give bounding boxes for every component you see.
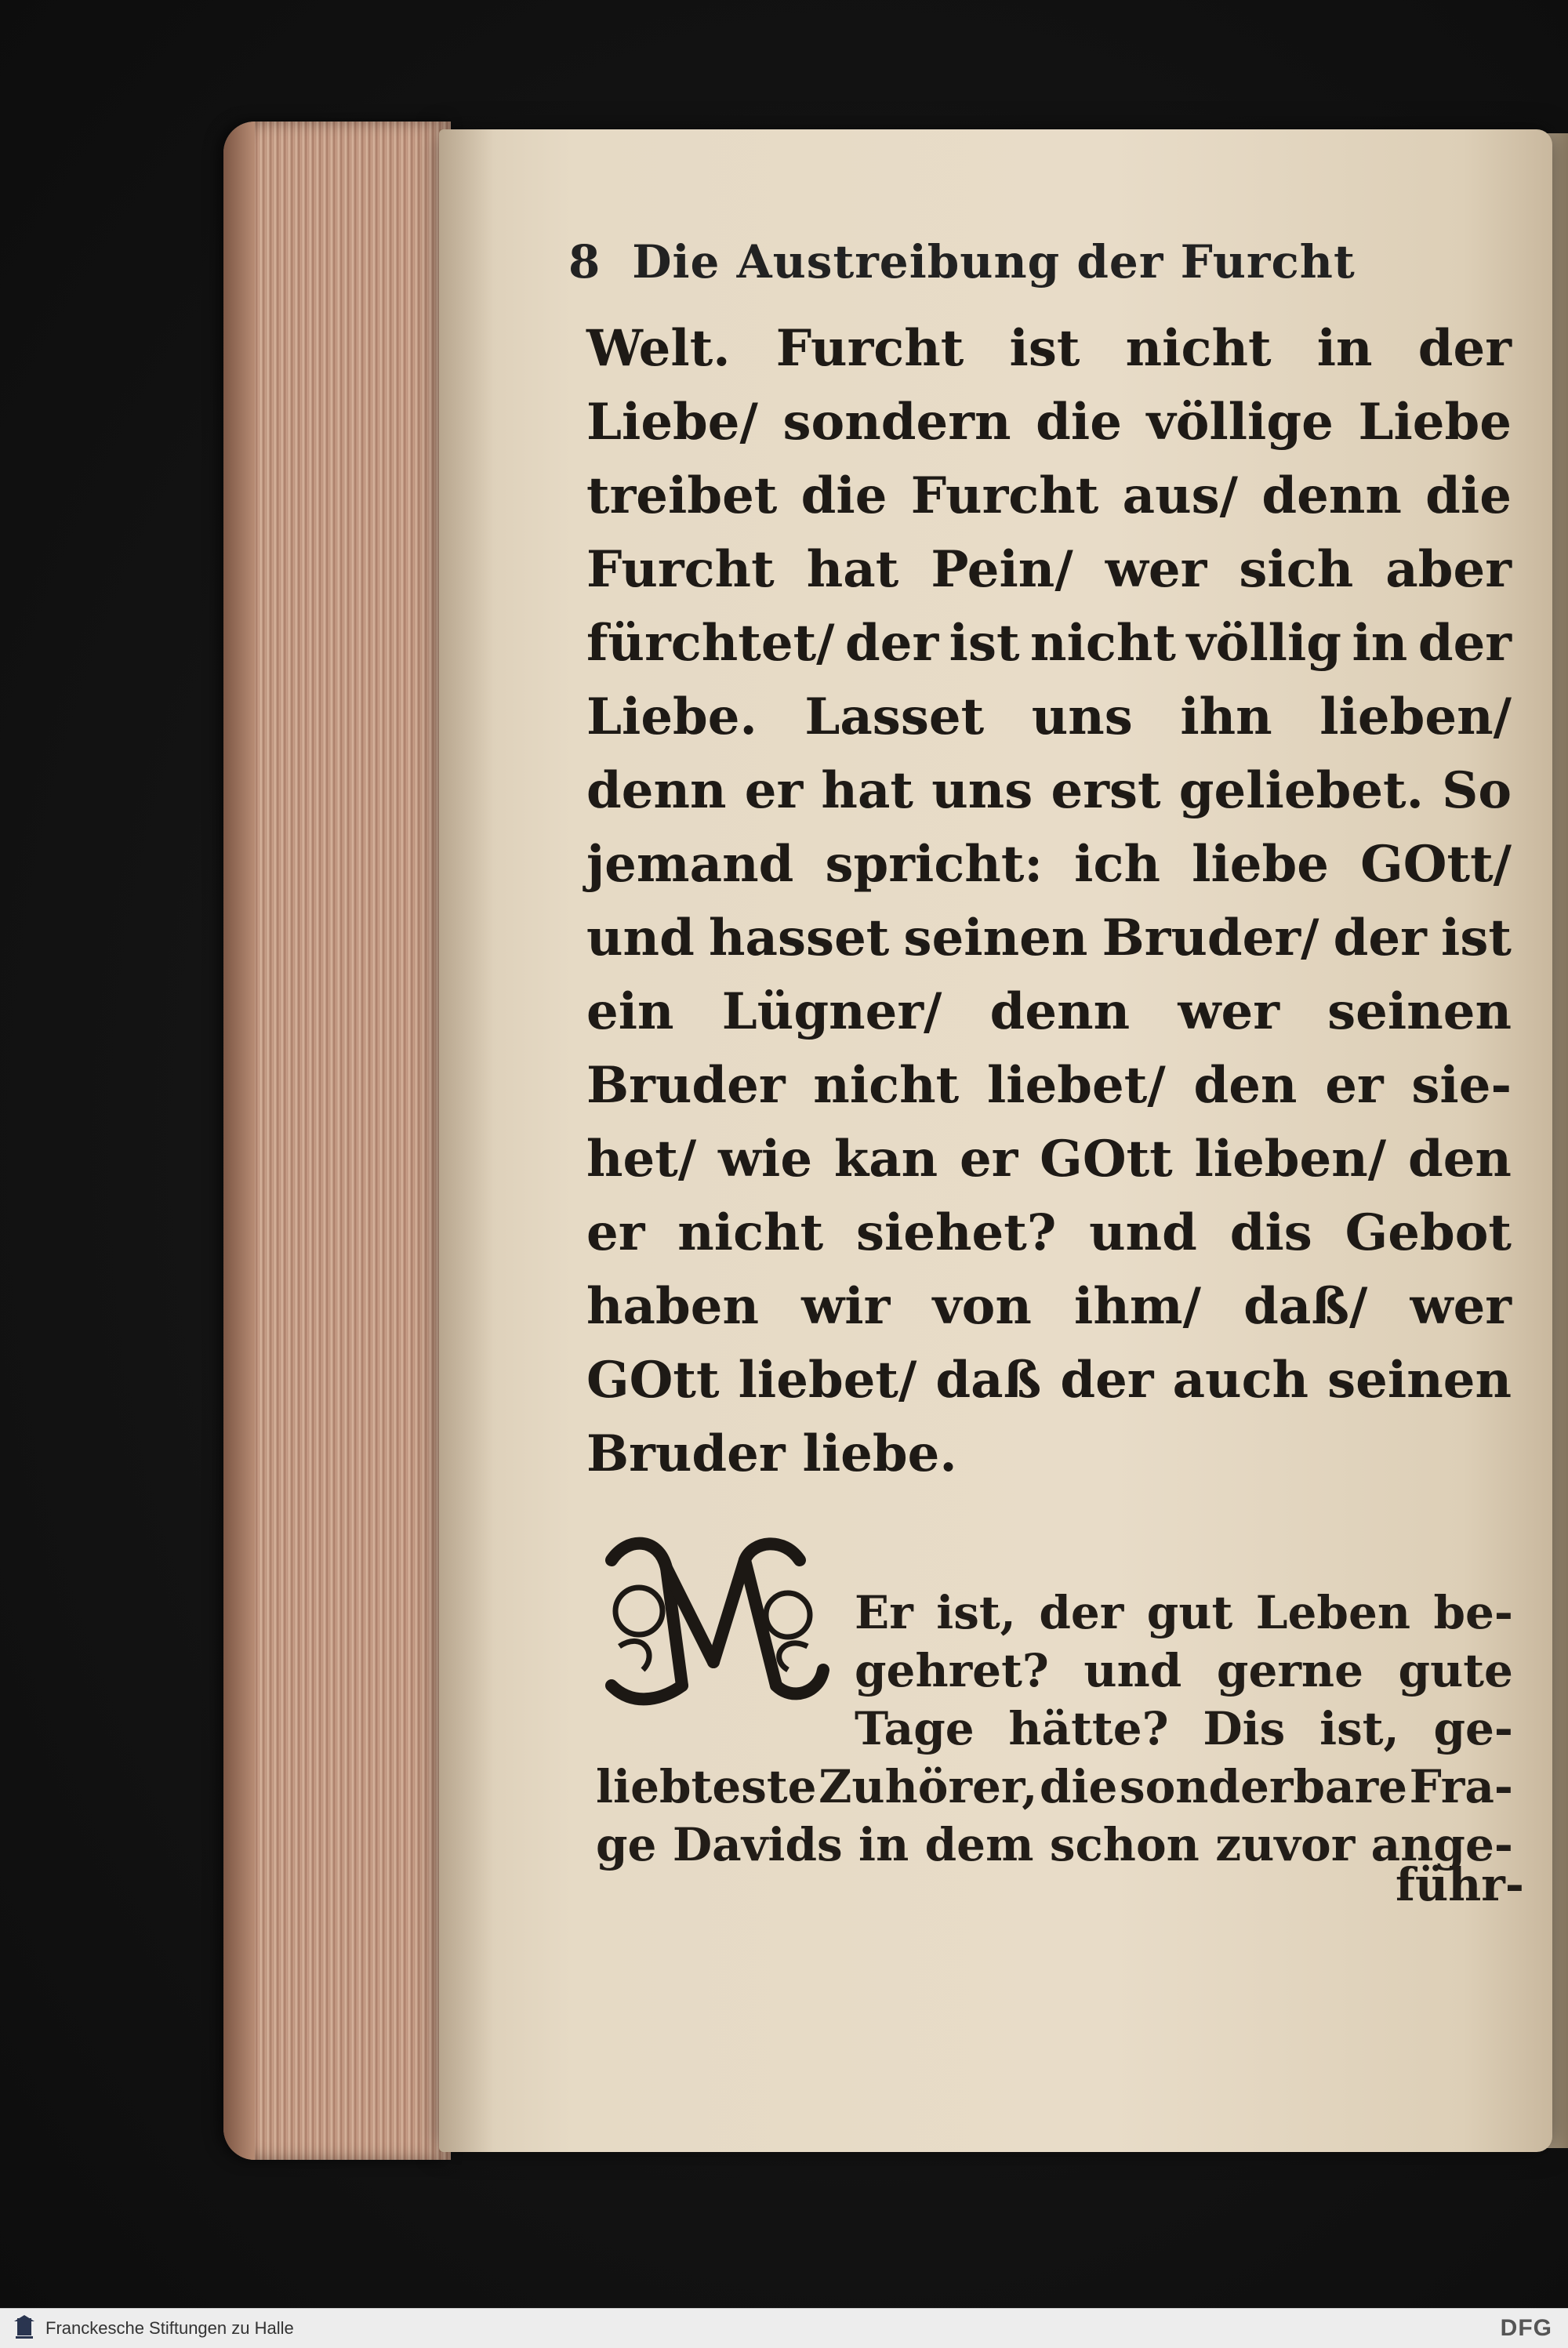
word: denn: [586, 761, 727, 820]
word: die: [1425, 466, 1512, 525]
word: daß: [935, 1351, 1042, 1410]
running-head-title: Die Austreibung der Furcht: [632, 235, 1356, 289]
word: völlig: [1186, 614, 1341, 673]
word: die: [1036, 393, 1122, 452]
word: der: [1060, 1351, 1154, 1410]
word: dis: [1229, 1203, 1312, 1262]
word: kan: [833, 1130, 938, 1189]
word: wir: [801, 1277, 891, 1336]
word: lieben/: [1319, 688, 1512, 746]
word: uns: [931, 761, 1033, 820]
word: uns: [1031, 688, 1133, 746]
word: So: [1442, 761, 1512, 820]
word: der: [844, 614, 939, 673]
word: der: [1417, 319, 1512, 378]
text-line: [596, 1816, 1513, 1874]
word: be-: [1433, 1586, 1513, 1639]
word: gerne: [1216, 1644, 1363, 1697]
word: Furcht: [775, 319, 964, 378]
word: hat: [806, 540, 899, 599]
viewer-footer: [0, 2308, 1568, 2348]
text-line: [586, 1270, 1512, 1344]
word: wer: [1410, 1277, 1512, 1336]
text-line: [586, 975, 1512, 1049]
text-line: [586, 680, 1512, 754]
word: het/: [586, 1130, 697, 1189]
word: ein: [586, 982, 674, 1041]
word: den: [1407, 1130, 1512, 1189]
word: liebet/: [738, 1351, 917, 1410]
word: lieben/: [1194, 1130, 1387, 1189]
word: seinen: [903, 909, 1088, 967]
word: er: [959, 1130, 1018, 1189]
text-line: [586, 386, 1512, 459]
dropcap-letter: W: [713, 1646, 714, 1647]
word: Er: [855, 1586, 913, 1639]
text-line: [586, 533, 1512, 607]
word: daß/: [1243, 1277, 1368, 1336]
word: liebe: [1192, 835, 1329, 894]
word: die: [1039, 1760, 1118, 1813]
word: auch: [1172, 1351, 1309, 1410]
text-line: [586, 607, 1512, 680]
word: seinen: [1327, 1351, 1512, 1410]
text-line: [586, 1344, 1512, 1417]
word: erst: [1051, 761, 1161, 820]
paragraph-1: [586, 312, 1512, 1491]
word: Zuhörer,: [818, 1760, 1038, 1813]
text-line: [586, 312, 1512, 386]
word: ge-: [1433, 1702, 1513, 1755]
word: ist,: [1319, 1702, 1399, 1755]
word: der: [1333, 909, 1427, 967]
word: jemand: [586, 835, 794, 894]
word: Lügner/: [721, 982, 942, 1041]
word: dem: [924, 1818, 1034, 1871]
word: denn: [989, 982, 1131, 1041]
word: ich: [1074, 835, 1160, 894]
word: nicht: [813, 1056, 960, 1115]
word: liebteste: [596, 1760, 817, 1813]
word: wer: [1105, 540, 1207, 599]
word: Liebe: [1358, 393, 1512, 452]
word: er: [1325, 1056, 1384, 1115]
word: hat: [821, 761, 913, 820]
running-header: [568, 235, 1509, 298]
word: gut: [1146, 1586, 1233, 1639]
word: liebe.: [802, 1424, 957, 1483]
word: er: [744, 761, 804, 820]
word: Dis: [1203, 1702, 1286, 1755]
word: nicht: [1030, 614, 1176, 673]
word: ist: [1441, 909, 1512, 967]
word: liebet/: [986, 1056, 1166, 1115]
word: fürchtet/: [586, 614, 835, 673]
word: Furcht: [586, 540, 775, 599]
word: wie: [717, 1130, 813, 1189]
word: sich: [1239, 540, 1354, 599]
word: schon: [1049, 1818, 1200, 1871]
word: sondern: [782, 393, 1011, 452]
word: aus/: [1122, 466, 1239, 525]
institution-logo-icon: [14, 2315, 34, 2342]
word: wer: [1178, 982, 1279, 1041]
word: sie-: [1411, 1056, 1512, 1115]
word: GOtt: [1040, 1130, 1173, 1189]
text-line: [586, 828, 1512, 902]
word: er: [586, 1203, 645, 1262]
word: Bruder: [586, 1424, 786, 1483]
word: geliebet.: [1178, 761, 1424, 820]
word: den: [1193, 1056, 1298, 1115]
word: haben: [586, 1277, 759, 1336]
dfg-badge: DFG: [1500, 2315, 1552, 2341]
word: ist: [1009, 319, 1080, 378]
word: Bruder: [586, 1056, 786, 1115]
word: Fra-: [1409, 1760, 1513, 1813]
word: zuvor: [1215, 1818, 1356, 1871]
word: ihn: [1180, 688, 1272, 746]
word: siehet?: [855, 1203, 1057, 1262]
catchword: führ-: [1396, 1858, 1524, 1911]
word: spricht:: [825, 835, 1043, 894]
text-line: [586, 754, 1512, 828]
word: und: [1083, 1644, 1182, 1697]
word: von: [932, 1277, 1032, 1336]
word: und: [1089, 1203, 1197, 1262]
word: ist,: [936, 1586, 1016, 1639]
text-line: [586, 1196, 1512, 1270]
word: GOtt/: [1360, 835, 1512, 894]
word: ge: [596, 1818, 657, 1871]
book-page-edges: [223, 122, 451, 2160]
word: in: [858, 1818, 909, 1871]
word: seinen: [1327, 982, 1512, 1041]
word: der: [1417, 614, 1512, 673]
institution-name: Franckesche Stiftungen zu Halle: [45, 2318, 294, 2338]
page-number: 8: [568, 235, 601, 289]
word: gute: [1398, 1644, 1513, 1697]
word: Welt.: [586, 319, 731, 378]
word: die: [800, 466, 887, 525]
word: Liebe/: [586, 393, 758, 452]
paragraph-2: [596, 1529, 1513, 1874]
word: aber: [1385, 540, 1512, 599]
word: GOtt: [586, 1351, 720, 1410]
word: ihm/: [1074, 1277, 1201, 1336]
word: Lasset: [804, 688, 985, 746]
word: nicht: [677, 1203, 824, 1262]
word: völlige: [1146, 393, 1334, 452]
word: ist: [949, 614, 1020, 673]
word: hasset: [709, 909, 890, 967]
word: der: [1039, 1586, 1124, 1639]
word: in: [1316, 319, 1373, 378]
word: ange-: [1370, 1818, 1513, 1871]
text-line: [586, 459, 1512, 533]
book-fore-edge: [223, 122, 255, 2160]
word: nicht: [1125, 319, 1272, 378]
text-line: [855, 1584, 1513, 1642]
word: sonderbare: [1119, 1760, 1408, 1813]
word: Davids: [672, 1818, 843, 1871]
text-line: [586, 902, 1512, 975]
text-line: [586, 1049, 1512, 1123]
text-line: [586, 1123, 1512, 1196]
word: Furcht: [910, 466, 1099, 525]
text-line: [596, 1758, 1513, 1816]
word: treibet: [586, 466, 778, 525]
word: Leben: [1255, 1586, 1411, 1639]
text-line: [586, 1417, 1512, 1491]
dropcap-ornament: [596, 1529, 831, 1709]
word: Liebe.: [586, 688, 757, 746]
text-line: [855, 1642, 1513, 1700]
word: in: [1352, 614, 1408, 673]
word: denn: [1261, 466, 1402, 525]
word: Bruder/: [1102, 909, 1319, 967]
word: gehret?: [855, 1644, 1049, 1697]
word: und: [586, 909, 695, 967]
word: Gebot: [1345, 1203, 1512, 1262]
text-line: [855, 1700, 1513, 1758]
word: Pein/: [931, 540, 1073, 599]
word: Tage: [855, 1702, 975, 1755]
word: hätte?: [1008, 1702, 1169, 1755]
